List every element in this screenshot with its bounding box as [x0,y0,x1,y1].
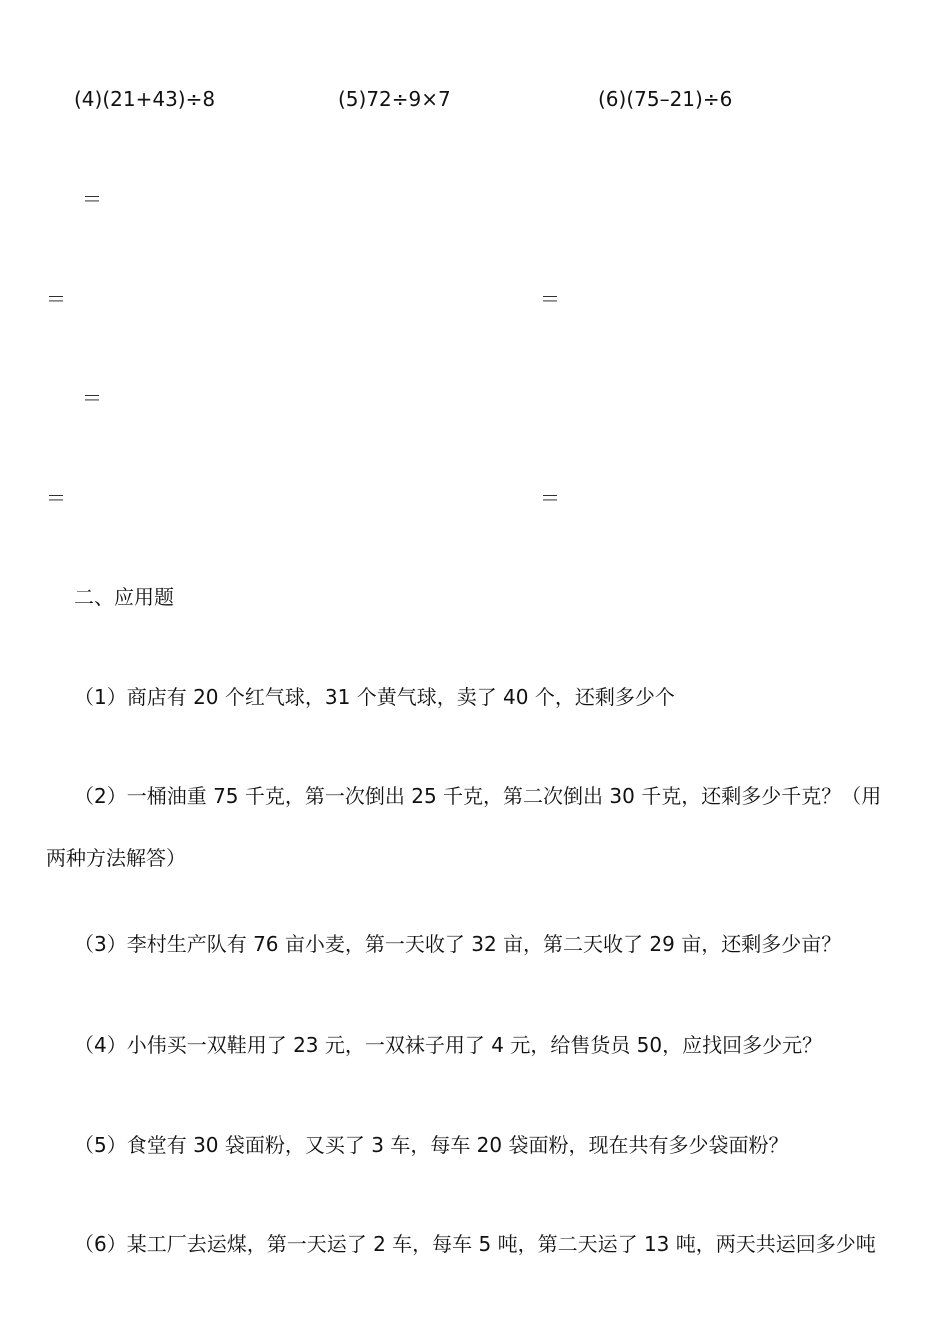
expression-6: (6)(75–21)÷6 [598,87,733,111]
equals-sign: ＝ [540,486,560,510]
equals-sign: ＝ [46,287,66,311]
expression-4: (4)(21+43)÷8 [74,87,216,111]
problem-6: （6）某工厂去运煤，第一天运了 2 车，每车 5 吨，第二天运了 13 吨，两天共运回多少吨 [74,1232,876,1256]
problem-1: （1）商店有 20 个红气球，31 个黄气球，卖了 40 个，还剩多少个 [74,685,675,709]
equals-sign: ＝ [82,187,102,211]
problem-2-line-1: （2）一桶油重 75 千克，第一次倒出 25 千克，第二次倒出 30 千克，还剩多少千克？（用 [74,784,882,808]
equals-sign: ＝ [46,486,66,510]
equals-sign: ＝ [540,287,560,311]
expression-5: (5)72÷9×7 [338,87,451,111]
problem-3: （3）李村生产队有 76 亩小麦，第一天收了 32 亩，第二天收了 29 亩，还剩多少亩？ [74,932,842,956]
problem-4: （4）小伟买一双鞋用了 23 元，一双袜子用了 4 元，给售货员 50，应找回多少元？ [74,1033,823,1057]
problem-2-line-2: 两种方法解答） [46,846,186,870]
equals-sign: ＝ [82,386,102,410]
problem-5: （5）食堂有 30 袋面粉，又买了 3 车，每车 20 袋面粉，现在共有多少袋面粉？ [74,1133,789,1157]
section-heading: 二、应用题 [74,585,174,609]
